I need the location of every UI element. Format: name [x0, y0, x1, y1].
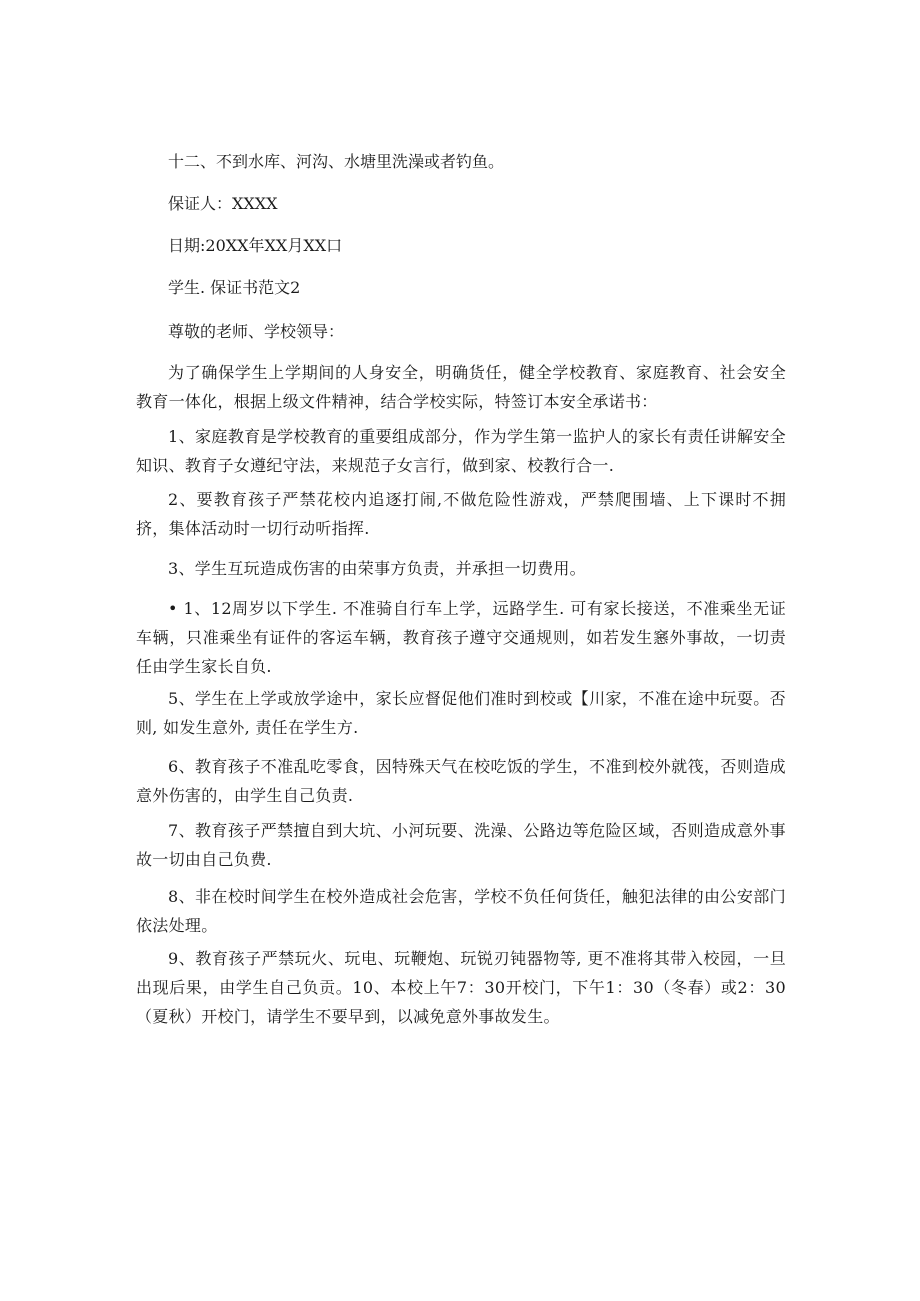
date-line: 日期:20XX年XX月XX口	[168, 236, 343, 255]
clause-2-paragraph: 2、要教育孩子严禁花校内追逐打闹,不做危险性游戏，严禁爬围墙、上下课时不拥挤，集体活动时一切行动听指挥.	[136, 490, 786, 538]
clause-8-paragraph: 8、非在校时间学生在校外造成社会危害，学校不负任何货任，触犯法律的由公安部门依法处理。	[136, 887, 786, 935]
section-title: 学生. 保证书范文2	[168, 278, 301, 297]
guarantor-line: 保证人：XXXX	[168, 194, 278, 213]
clause-1-paragraph: 1、家庭教育是学校教育的重要组成部分，作为学生第一监护人的家长有责任讲解安全知识、教育子女遵纪守法，来规范子女言行，做到家、校教行合一.	[136, 427, 786, 475]
intro-paragraph: 为了确保学生上学期间的人身安全，明确货任，健全学校教育、家庭教育、社会安全教育一体化，根据上级文件精神，结合学校实际，特签订本安全承诺书：	[136, 363, 786, 411]
clause-5-paragraph: 5、学生在上学或放学途中，家长应督促他们准时到校或【川家，不准在途中玩耍。否则, 如发生意外, 责任在学生方.	[136, 689, 786, 737]
clause-6-paragraph: 6、教育孩子不准乱吃零食，因特殊天气在校吃饭的学生，不准到校外就筏，否则造成意外伤害的，由学生自己负责.	[136, 757, 786, 805]
clause-4-paragraph: • 1、12周岁以下学生. 不准骑自行车上学，远路学生. 可有家长接送，不准乘坐无证车辆，只准乘坐有证件的客运车辆，教育孩子遵守交通规则，如若发生窸外事故，一切责任由学生家长自负.	[136, 599, 786, 676]
clause-7-paragraph: 7、教育孩子严禁擅自到大坑、小河玩要、洗澡、公路边等危险区域，否则造成意外事故一切由自己负费.	[136, 821, 786, 869]
clause-3-paragraph: 3、学生互玩造成伤害的由荣事方负责，并承担一切费用。	[168, 559, 586, 578]
clause-9-10-paragraph: 9、教育孩子严禁玩火、玩电、玩鞭炮、玩锐刃钝器物等, 更不准将其带入校园，一旦出现后果，由学生自己负贡。10、本校上午7：30开校门，下午1：30（冬春）或2：30（夏秋）开校门，请学生不要早到，以减免意外事故发生。	[136, 949, 786, 1026]
clause-twelve: 十二、不到水库、河沟、水塘里洗澡或者钓鱼。	[168, 152, 505, 171]
salutation: 尊敬的老师、学校领导：	[168, 322, 345, 341]
